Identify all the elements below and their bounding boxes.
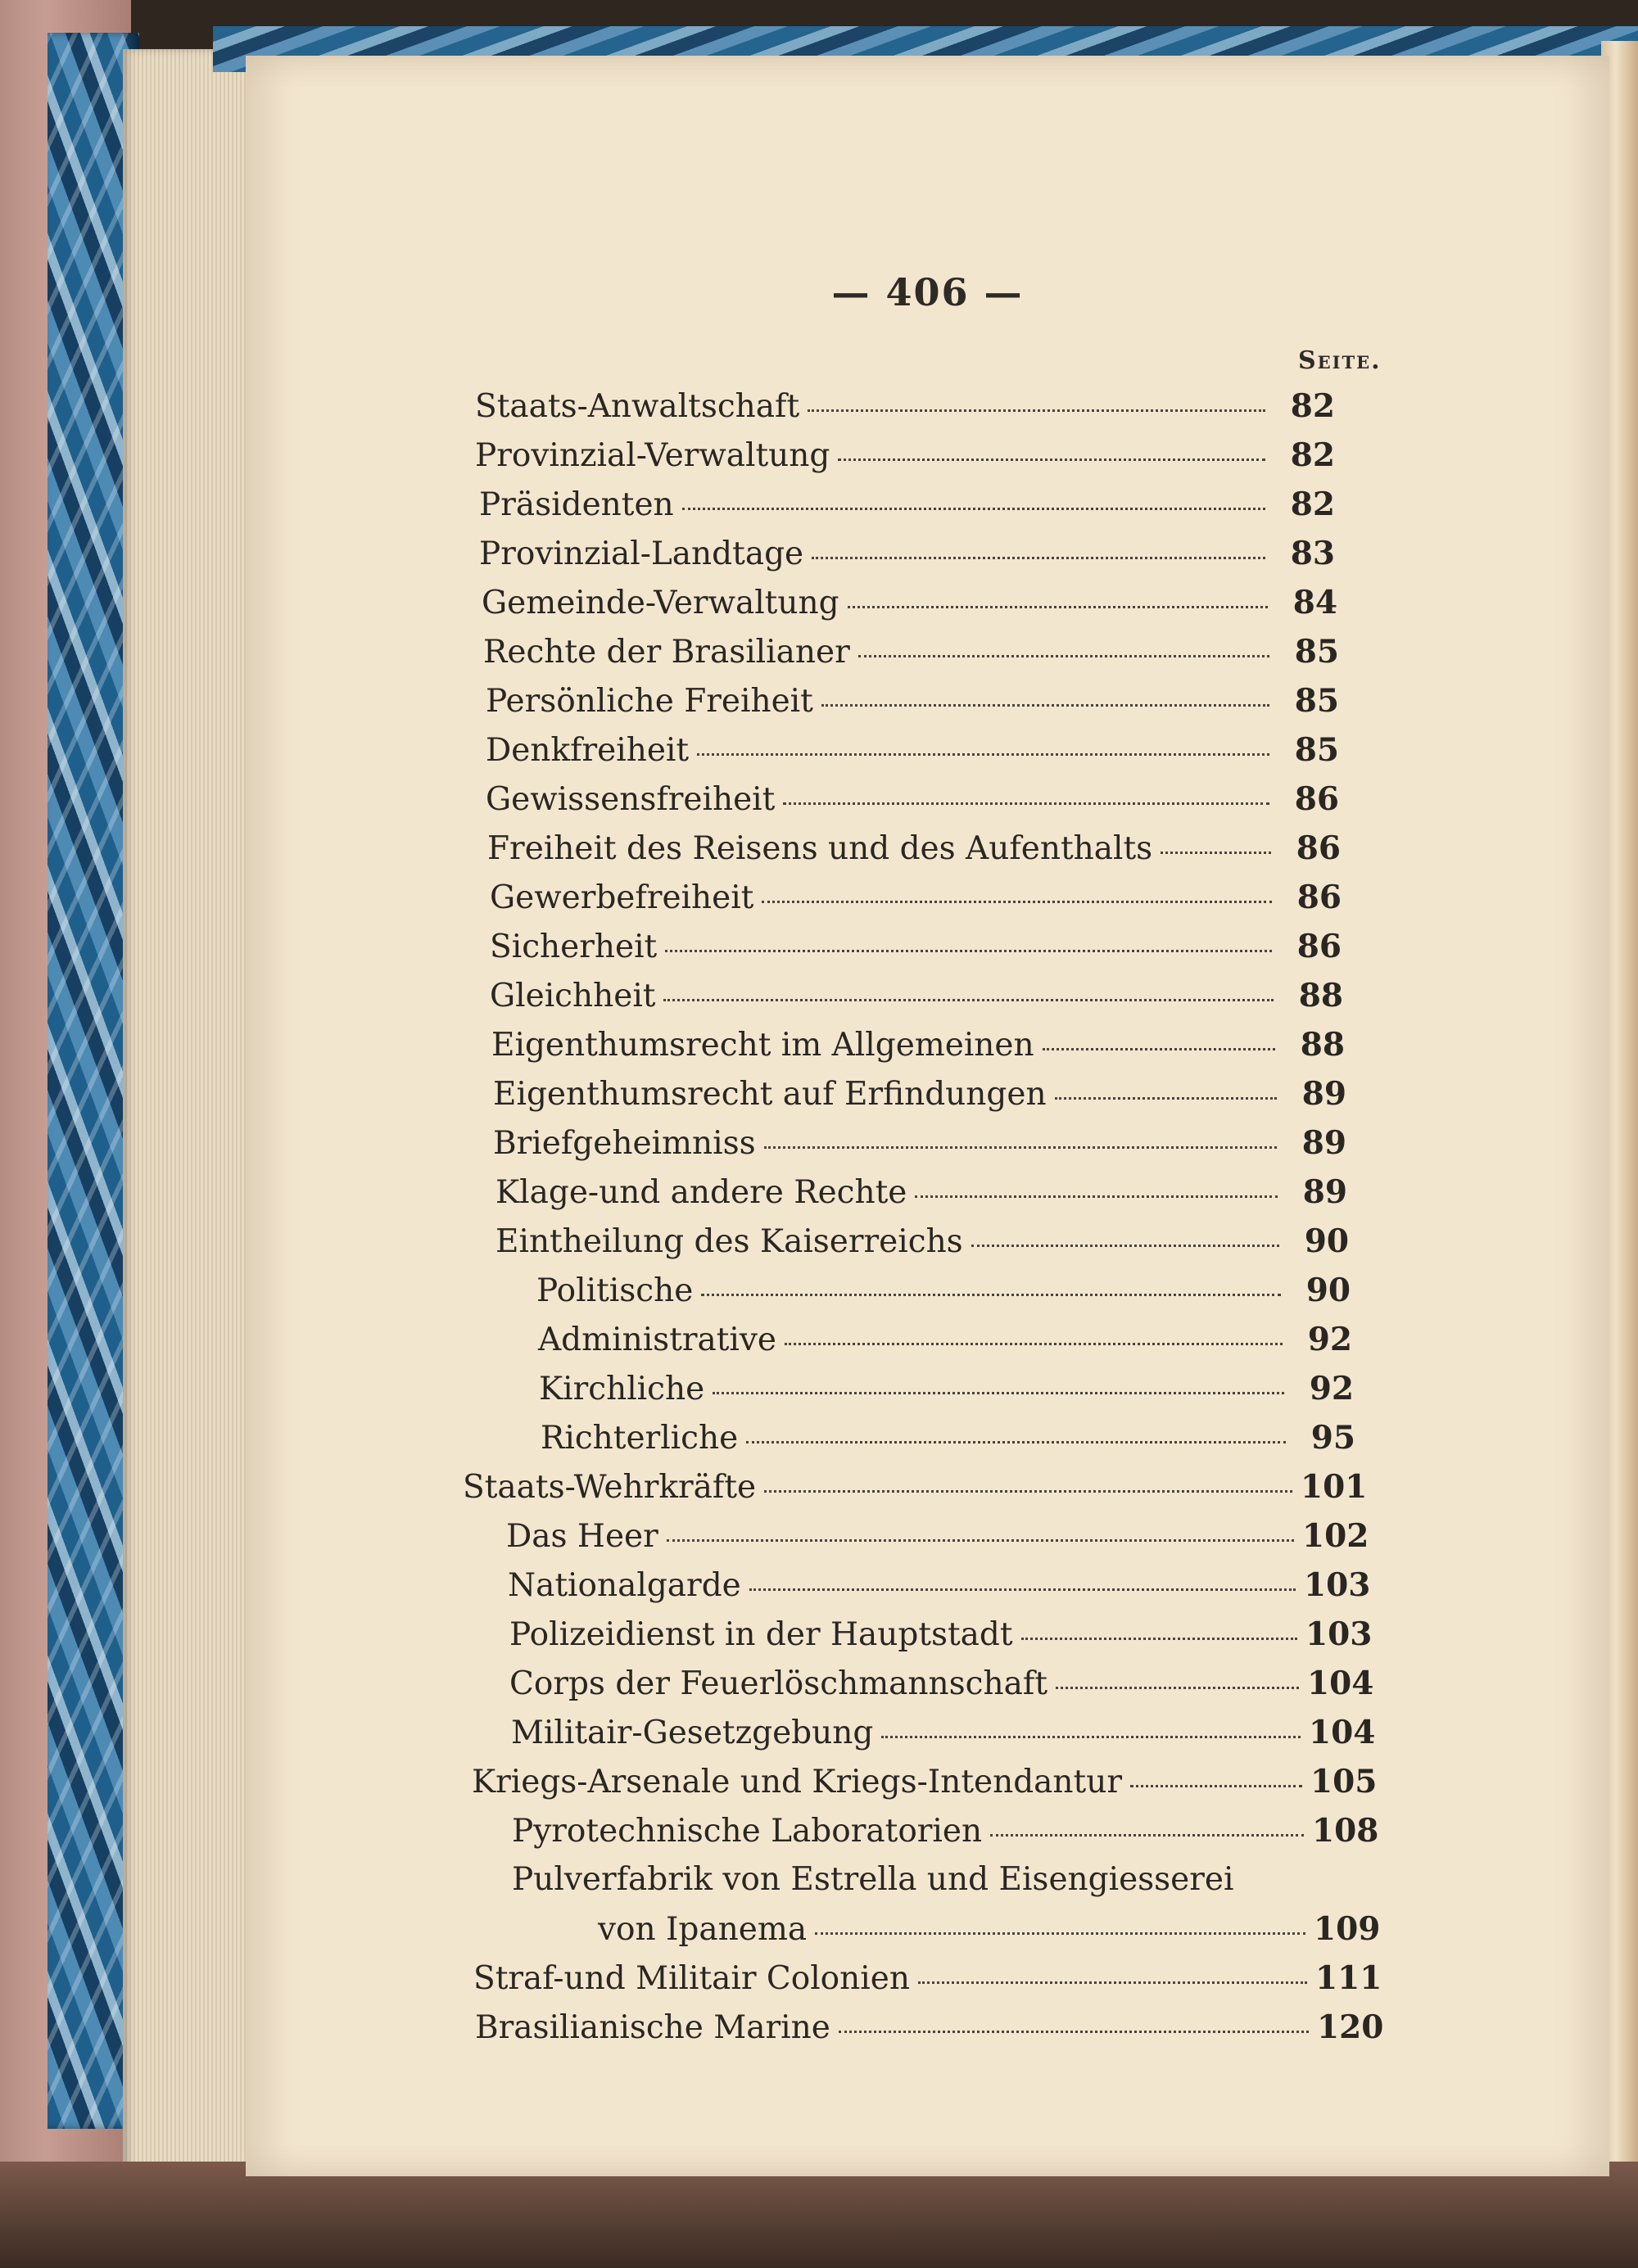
toc-entry	[490, 977, 1343, 1019]
toc-entry-label: Pyrotechnische Laboratorien	[512, 1813, 983, 1850]
toc-entry-label: Gleichheit	[490, 978, 656, 1014]
toc-entry-page: 89	[1302, 1173, 1347, 1211]
toc-entry-page: 104	[1307, 1665, 1374, 1702]
toc-entry-page: 111	[1315, 1959, 1382, 1997]
table-of-contents	[246, 56, 1609, 2176]
toc-entry-page: 109	[1314, 1910, 1381, 1948]
toc-entry	[490, 928, 1342, 970]
toc-leader-dots	[785, 1343, 1283, 1345]
toc-entry-label: Persönliche Freiheit	[486, 683, 813, 720]
book-cover-bottom	[0, 2162, 1638, 2268]
toc-entry-page: 89	[1301, 1075, 1346, 1113]
toc-entry-page: 86	[1294, 780, 1339, 818]
toc-entry-page: 82	[1290, 387, 1335, 425]
toc-entry-label: Staats-Wehrkräfte	[463, 1469, 757, 1506]
toc-entry	[495, 1173, 1347, 1216]
toc-entry-page: 120	[1317, 2008, 1384, 2046]
toc-leader-dots	[858, 655, 1269, 657]
toc-leader-dots	[764, 1146, 1277, 1149]
toc-leader-dots	[749, 1588, 1296, 1591]
toc-entry-label: Kirchliche	[539, 1371, 705, 1407]
toc-leader-dots	[1055, 1097, 1277, 1100]
toc-leader-dots	[667, 1539, 1294, 1542]
toc-entry-label: Präsidenten	[479, 486, 674, 523]
toc-entry-page: 92	[1307, 1321, 1352, 1358]
toc-entry	[508, 1566, 1371, 1609]
toc-entry-label: Denkfreiheit	[486, 732, 690, 769]
toc-leader-dots	[697, 753, 1269, 756]
toc-entry-page: 86	[1296, 879, 1342, 916]
toc-leader-dots	[746, 1441, 1286, 1443]
toc-entry	[538, 1321, 1352, 1363]
toc-entry-page: 92	[1309, 1370, 1354, 1407]
toc-entry-label: Administrative	[538, 1321, 777, 1358]
toc-entry-label: Gewissensfreiheit	[486, 781, 776, 818]
toc-entry-label: Freiheit des Reisens und des Aufenthalts	[487, 830, 1153, 867]
toc-entry	[479, 535, 1335, 577]
toc-entry	[475, 387, 1335, 430]
toc-entry-page: 103	[1305, 1615, 1373, 1653]
toc-leader-dots	[663, 999, 1274, 1001]
toc-entry	[511, 1714, 1376, 1756]
toc-entry-label: Richterliche	[541, 1420, 739, 1457]
toc-leader-dots	[762, 901, 1272, 903]
toc-entry-label: Corps der Feuerlöschmannschaft	[509, 1665, 1048, 1702]
toc-entry	[487, 829, 1341, 872]
toc-entry-page: 84	[1292, 584, 1337, 621]
toc-entry-page: 101	[1301, 1468, 1368, 1506]
toc-entry	[509, 1615, 1373, 1658]
toc-entry-label: Polizeidienst in der Hauptstadt	[509, 1616, 1013, 1653]
toc-leader-dots	[812, 557, 1265, 559]
toc-entry	[482, 584, 1337, 626]
toc-entry-label: Staats-Anwaltschaft	[475, 388, 800, 425]
toc-entry-page: 82	[1290, 436, 1335, 474]
toc-entry	[506, 1517, 1369, 1560]
toc-entry-page: 86	[1296, 928, 1342, 965]
toc-entry	[472, 1763, 1378, 1805]
toc-entry	[486, 682, 1339, 725]
toc-entry-label: Sicherheit	[490, 928, 658, 965]
toc-leader-dots	[682, 508, 1265, 510]
toc-entry-page: 104	[1309, 1714, 1376, 1751]
toc-entry-page: 83	[1290, 535, 1335, 572]
toc-leader-dots	[1161, 852, 1271, 854]
toc-entry-label: Militair-Gesetzgebung	[511, 1715, 874, 1751]
toc-entry	[486, 731, 1339, 774]
toc-entry-label: Briefgeheimniss	[493, 1125, 756, 1162]
toc-entry-label: Provinzial-Verwaltung	[475, 437, 830, 474]
toc-entry-page: 85	[1294, 633, 1339, 671]
toc-entry-label: Politische	[536, 1272, 694, 1309]
book-page	[246, 56, 1609, 2176]
toc-entry-label: Kriegs-Arsenale und Kriegs-Intendantur	[472, 1764, 1122, 1800]
toc-entry-page: 82	[1290, 486, 1335, 523]
toc-entry-page: 85	[1294, 682, 1339, 720]
toc-entry-label: Eintheilung des Kaiserreichs	[495, 1223, 963, 1260]
toc-leader-dots	[918, 1981, 1307, 1984]
toc-entry	[512, 1812, 1379, 1855]
toc-entry-page: 88	[1298, 977, 1343, 1014]
toc-entry-label: Eigenthumsrecht im Allgemeinen	[491, 1027, 1034, 1064]
toc-leader-dots	[713, 1392, 1284, 1394]
toc-entry-label: Brasilianische Marine	[475, 2009, 830, 2046]
toc-entry-page: 108	[1312, 1812, 1379, 1850]
toc-entry-label: Das Heer	[506, 1518, 658, 1555]
toc-leader-dots	[971, 1245, 1279, 1247]
toc-entry-page: 102	[1302, 1517, 1369, 1555]
toc-entry-label: Pulverfabrik von Estrella und Eisengiesserei	[512, 1861, 1234, 1898]
toc-entry-label: Gewerbefreiheit	[490, 879, 754, 916]
toc-entry-page: 90	[1304, 1222, 1349, 1260]
toc-entry	[486, 780, 1339, 823]
toc-entry-label: Gemeinde-Verwaltung	[482, 585, 839, 621]
toc-entry-label: von Ipanema	[598, 1911, 808, 1948]
toc-entry-page: 105	[1310, 1763, 1378, 1800]
toc-entry-page: 86	[1296, 829, 1341, 867]
toc-leader-dots	[848, 606, 1268, 608]
toc-entry	[475, 2008, 1384, 2051]
page-number: — 406 —	[831, 270, 1024, 314]
toc-entry	[509, 1665, 1374, 1707]
toc-entry	[541, 1419, 1355, 1462]
toc-entry-label: Nationalgarde	[508, 1567, 741, 1604]
toc-entry	[479, 486, 1335, 528]
toc-entry-page: 103	[1304, 1566, 1371, 1604]
toc-entry	[536, 1272, 1351, 1314]
toc-entry-label: Rechte der Brasilianer	[483, 634, 850, 671]
toc-entry-label: Straf-und Militair Colonien	[473, 1960, 910, 1997]
toc-leader-dots	[990, 1834, 1304, 1837]
toc-leader-dots	[808, 409, 1265, 412]
toc-entry	[490, 879, 1342, 921]
toc-entry-page: 88	[1300, 1026, 1345, 1064]
toc-leader-dots	[881, 1736, 1301, 1738]
toc-leader-dots	[839, 2031, 1309, 2033]
toc-entry-page: 89	[1301, 1124, 1346, 1162]
toc-leader-dots	[701, 1294, 1281, 1296]
toc-entry-page: 95	[1310, 1419, 1355, 1457]
toc-leader-dots	[1043, 1048, 1275, 1050]
toc-entry	[473, 1959, 1382, 2002]
toc-entry	[539, 1370, 1354, 1412]
toc-leader-dots	[915, 1195, 1278, 1198]
toc-leader-dots	[783, 802, 1269, 805]
toc-entry	[493, 1075, 1346, 1118]
toc-entry	[493, 1124, 1346, 1167]
toc-leader-dots	[815, 1932, 1305, 1935]
toc-entry	[598, 1910, 1381, 1953]
toc-entry	[483, 633, 1339, 675]
toc-entry	[495, 1222, 1349, 1265]
toc-entry-label: Eigenthumsrecht auf Erfindungen	[493, 1076, 1047, 1113]
toc-leader-dots	[665, 950, 1272, 952]
toc-entry-label: Provinzial-Landtage	[479, 535, 804, 572]
toc-leader-dots	[821, 704, 1269, 707]
page-column-header: Seite.	[1298, 346, 1382, 375]
toc-entry-page: 85	[1294, 731, 1339, 769]
toc-entry	[463, 1468, 1368, 1511]
toc-entry-label: Klage-und andere Rechte	[495, 1174, 907, 1211]
toc-entry	[475, 436, 1335, 479]
toc-entry	[491, 1026, 1345, 1068]
toc-leader-dots	[1021, 1638, 1297, 1640]
toc-leader-dots	[1056, 1687, 1299, 1689]
toc-entry-page: 90	[1305, 1272, 1351, 1309]
toc-leader-dots	[764, 1490, 1292, 1493]
toc-leader-dots	[1130, 1785, 1302, 1787]
toc-leader-dots	[838, 459, 1265, 461]
toc-entry	[512, 1861, 1373, 1904]
